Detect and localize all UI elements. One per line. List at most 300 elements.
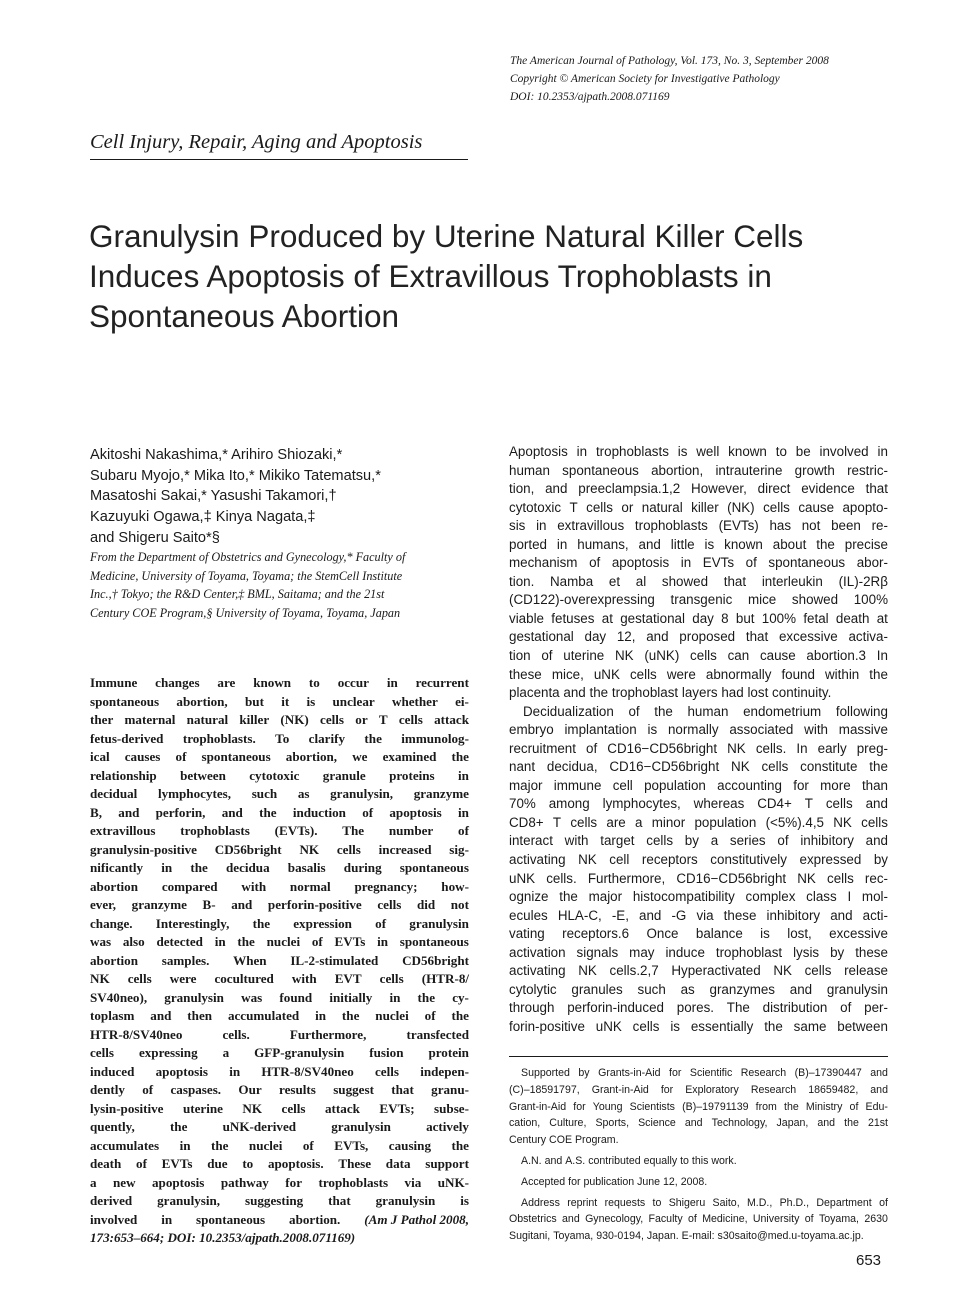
word: Faculty [648, 1213, 683, 1226]
word: and [563, 685, 586, 701]
word: reprint [567, 1196, 598, 1209]
body-line [509, 573, 888, 592]
word: is [677, 444, 688, 459]
word: excessive [829, 926, 888, 942]
word: of [458, 823, 469, 838]
word: and [118, 804, 140, 820]
word: nuclei [266, 934, 301, 949]
word: is [704, 536, 715, 552]
author-line: Akitoshi Nakashima,* Arihiro Shiozaki,* [90, 447, 343, 463]
article-title [89, 216, 909, 336]
word: Once [646, 926, 679, 942]
word: activation [509, 944, 566, 960]
word: the [259, 804, 277, 820]
word: trophoblast [715, 944, 783, 960]
word: granulysin-positive [90, 841, 197, 857]
word: uterine [182, 1100, 223, 1116]
word: with [291, 971, 317, 986]
word: suggesting [244, 1193, 304, 1208]
word: Obstetrics [509, 1213, 557, 1226]
word: cells [398, 712, 423, 727]
abstract-line [90, 1044, 469, 1063]
word: lysin-positive [90, 1100, 164, 1116]
word: or [621, 499, 634, 515]
word: humans, [577, 536, 629, 552]
word: abortion, [651, 462, 704, 478]
word: at [876, 610, 888, 626]
word: to [308, 675, 320, 690]
word: Edu- [865, 1100, 888, 1113]
word: Grant-in-Aid [509, 1100, 567, 1113]
word: gestational [620, 610, 685, 626]
word: s30saito@med.u-toyama.ac.jp. [717, 1230, 864, 1243]
word: constitutively [710, 852, 787, 868]
word: layers [681, 685, 718, 701]
word: histocompatibility [632, 889, 735, 905]
journal-citation: The American Journal of Pathology, Vol. 173, No. 3, September 2008 [510, 55, 829, 67]
word: to [652, 1196, 662, 1209]
word: samples. [161, 952, 210, 968]
word: EVTs [161, 1156, 193, 1171]
word: uNK [593, 666, 620, 682]
word: uNK- [437, 1174, 469, 1190]
word: CD56bright [214, 841, 282, 857]
word: in [389, 989, 401, 1005]
word: death [835, 610, 870, 626]
abstract-line [90, 693, 469, 712]
word: cells [281, 1100, 306, 1116]
word: EVT [334, 971, 362, 986]
word: and [789, 981, 813, 997]
word: Culture, [549, 1117, 587, 1130]
word: to [680, 1154, 689, 1167]
word: we [352, 749, 368, 764]
word: spontaneous [562, 462, 639, 478]
word: attack [434, 712, 469, 727]
word: lost [747, 685, 769, 701]
word: the [654, 703, 673, 719]
word: data [385, 1156, 411, 1171]
word: that [391, 1082, 414, 1097]
word: nant [509, 759, 536, 775]
body-line [509, 832, 888, 851]
word: between [180, 767, 226, 783]
word: granulysin [164, 989, 224, 1005]
word: HTR-8/SV40neo [261, 1063, 354, 1079]
word: spontaneous [399, 860, 469, 875]
word: immunolog- [401, 730, 469, 746]
word: Scientific [689, 1067, 733, 1079]
word: indepen- [420, 1063, 469, 1079]
word: than [861, 777, 888, 793]
word: but [735, 610, 755, 626]
word: of [879, 1196, 888, 1209]
word: day [692, 610, 714, 626]
footnote-line [509, 1228, 888, 1245]
word: constitute [800, 759, 858, 775]
word: and [562, 1213, 580, 1226]
word: nificantly [90, 860, 144, 875]
word: major [509, 777, 543, 793]
word: target [600, 833, 635, 849]
word: abortion [90, 878, 139, 894]
footnote-line [509, 1115, 888, 1132]
word: cause [798, 499, 835, 515]
word: (C)–18591797, [509, 1083, 580, 1096]
word: the [816, 536, 835, 552]
word: endometrium [743, 703, 822, 719]
word: granu- [431, 1082, 469, 1097]
word: perforin-induced [567, 1000, 664, 1016]
word: cause [759, 648, 796, 664]
word: and [231, 897, 253, 912]
body-line [509, 999, 888, 1018]
word: class [806, 889, 837, 905]
word: and [150, 1008, 172, 1023]
word: via [404, 1174, 422, 1190]
word: fetus-derived [90, 730, 164, 746]
word: by [830, 944, 845, 960]
word: 12, [616, 629, 636, 645]
word: granulysin [826, 981, 888, 997]
word: induce [665, 944, 705, 960]
word: due [207, 1156, 228, 1171]
word: cy- [452, 989, 469, 1005]
word: that [723, 573, 747, 589]
word: nuclei [248, 1137, 283, 1153]
word: re- [871, 518, 888, 534]
word: preeclampsia.1,2 [578, 481, 681, 497]
word: Century [509, 1134, 547, 1147]
word: that [865, 481, 888, 497]
word: granulysin [375, 1193, 436, 1208]
word: growth [794, 462, 835, 478]
word: showed [661, 573, 709, 589]
word: transfected [406, 1026, 469, 1042]
word: spontaneous [399, 934, 469, 949]
word: in [161, 860, 173, 875]
word: cells. [755, 740, 787, 756]
author-line: Masatoshi Sakai,* Yasushi Takamori,† [90, 488, 337, 505]
word: can [727, 648, 750, 664]
word: (uNK) [644, 648, 680, 664]
section-label: Cell Injury, Repair, Aging and Apoptosis [90, 131, 423, 153]
word: occur [337, 675, 369, 690]
word: abortion [90, 952, 139, 968]
affiliation-line: Inc.,† Tokyo; the R&D Center,‡ BML, Saitama; and the 21st [90, 587, 385, 602]
word: mechanism [509, 555, 578, 571]
word: requests [604, 1196, 646, 1209]
word: toplasm [90, 1008, 135, 1023]
word: known [253, 675, 292, 690]
footnote-line [509, 1211, 888, 1228]
word: was [90, 934, 112, 949]
word: abnormally [705, 666, 772, 682]
word: cells [632, 1018, 660, 1034]
word: the [844, 1117, 859, 1130]
word: also [122, 934, 145, 949]
body-line [509, 554, 888, 573]
word: uNK [595, 1018, 622, 1034]
word: Department [816, 1196, 872, 1209]
word: a [635, 814, 643, 830]
word: granules [571, 981, 623, 997]
word: (B)–19791139 [682, 1100, 749, 1113]
abstract-line [90, 859, 469, 878]
word: uterine [563, 648, 605, 664]
abstract-line [90, 1063, 469, 1082]
word: is [460, 1193, 469, 1208]
word: (EVTs). [274, 823, 318, 838]
word: work. [711, 1154, 737, 1167]
word: When [233, 952, 267, 968]
word: involved [90, 1211, 138, 1227]
word: the [364, 730, 382, 746]
word: of [136, 1156, 147, 1171]
body-line [509, 462, 888, 481]
word: NK [614, 648, 634, 664]
word: natural [186, 712, 229, 727]
word: 70% [509, 796, 536, 812]
word: did [416, 897, 436, 912]
word: death [90, 1156, 122, 1171]
word: tion [509, 648, 531, 664]
word: involved [819, 444, 869, 459]
word: and [817, 1117, 836, 1130]
word: granulysin [409, 915, 469, 931]
word: NK [242, 1100, 263, 1116]
word: receptors.6 [562, 926, 630, 942]
word: massive [838, 722, 888, 738]
body-line [509, 962, 888, 981]
body-line [509, 517, 888, 536]
word: were [169, 971, 197, 986]
word: unclear [332, 693, 375, 709]
word: the [237, 934, 255, 949]
word: A.N. [521, 1154, 542, 1167]
word: minor [651, 814, 686, 830]
word: EVTs, [334, 1137, 369, 1153]
body-line [509, 666, 888, 685]
word: 21st [867, 1117, 888, 1130]
word: by [873, 852, 888, 868]
word: cytolytic [509, 981, 557, 997]
word: A.S. [565, 1154, 586, 1167]
footnote-line [509, 1132, 888, 1149]
word: (CD122)-overexpressing [509, 592, 655, 608]
abstract-line [90, 1155, 469, 1174]
word: Ph.D., [779, 1196, 810, 1209]
word: maternal [124, 712, 176, 727]
word: between [837, 1018, 888, 1034]
word: the [869, 666, 888, 682]
word: tion. [509, 573, 535, 589]
word: Young [592, 1100, 623, 1113]
word: pathway [220, 1174, 269, 1190]
word: by [684, 833, 699, 849]
word: of [362, 804, 374, 820]
word: of [311, 934, 323, 949]
word: normally [667, 722, 719, 738]
word: ical [90, 749, 110, 764]
word: this [691, 1154, 709, 1167]
abstract-line [90, 1026, 469, 1045]
word: CD8+ [509, 814, 544, 830]
word: -G [671, 907, 687, 923]
word: spontaneous [768, 555, 846, 571]
word: Sugitani, [509, 1230, 551, 1243]
word: proteins [389, 767, 435, 783]
word: T [378, 712, 388, 727]
word: CD56bright [402, 952, 469, 968]
word: EVTs [702, 555, 735, 571]
word: implantation [564, 722, 637, 738]
word: whether [391, 693, 438, 709]
word: ognize [509, 889, 549, 905]
word: NK [578, 852, 597, 868]
abstract-line [90, 952, 469, 971]
word: cells [690, 648, 717, 664]
word: contributed [588, 1154, 641, 1167]
word: and [865, 796, 888, 812]
word: However, [691, 481, 747, 497]
footnote-line [509, 1153, 888, 1170]
word: per- [864, 1000, 888, 1016]
word: series [729, 833, 766, 849]
word: NK [578, 963, 597, 979]
word: Furthermore, [587, 870, 666, 886]
word: fetal [803, 610, 829, 626]
word: lost, [787, 926, 812, 942]
word: 18659482, [808, 1083, 859, 1096]
abstract-line [90, 989, 469, 1008]
word: The [342, 823, 365, 838]
word: decidua, [546, 759, 598, 775]
word: detected [156, 934, 203, 949]
word: CD4+ [757, 796, 792, 812]
word: inhibitory [766, 907, 821, 923]
word: such [251, 786, 278, 801]
word: for [793, 777, 809, 793]
word: the [341, 1008, 360, 1023]
word: Research [740, 1067, 787, 1079]
abstract-line [90, 674, 469, 693]
word: lymphocytes, [157, 786, 232, 801]
word: trophoblasts [318, 1174, 389, 1190]
abstract-line [90, 1118, 469, 1137]
word: suggest [333, 1082, 374, 1097]
abstract-line [90, 711, 469, 730]
word: of [777, 833, 789, 849]
word: CD16−CD56bright [676, 870, 787, 886]
word: (<5%).4,5 [765, 814, 824, 830]
word: or [355, 712, 368, 727]
word: for [285, 1174, 303, 1190]
word: of [840, 1000, 852, 1016]
word: excessive [778, 629, 838, 645]
word: same [793, 1018, 827, 1034]
word: in [536, 518, 547, 534]
word: HLA-C, [557, 907, 602, 923]
word: cells [629, 666, 657, 682]
word: compared [161, 878, 218, 894]
word: found [279, 989, 313, 1005]
word: 100% [761, 610, 797, 626]
word: granulysin [331, 1119, 391, 1134]
abstract-line [90, 1192, 469, 1211]
word: cells. [222, 1026, 250, 1042]
word: clarify [308, 730, 346, 746]
page-number: 653 [856, 1252, 882, 1269]
footnote-line [509, 1195, 888, 1212]
word: mice, [551, 666, 584, 682]
word: evidence [801, 481, 855, 497]
abstract [90, 674, 469, 1248]
word: mol- [861, 889, 888, 905]
word: the [451, 1008, 469, 1023]
word: during [343, 860, 382, 875]
word: CD16−CD56bright [607, 740, 718, 756]
word: among [548, 796, 590, 812]
word: granzymes [709, 981, 776, 997]
word: Scientists [629, 1100, 675, 1113]
abstract-line [90, 933, 469, 952]
word: to [242, 1156, 254, 1171]
body-line [509, 647, 888, 666]
word: population [694, 814, 757, 830]
word: distribution [762, 1000, 828, 1016]
abstract-citation: 173:653–664; DOI: 10.2353/ajpath.2008.071169) [90, 1230, 356, 1245]
word: but [245, 693, 264, 709]
word: initially [329, 989, 373, 1005]
word: and [221, 804, 243, 820]
word: new [112, 1174, 136, 1190]
word: B- [202, 897, 216, 912]
word: and [865, 833, 888, 849]
word: the [252, 915, 271, 931]
word: IL-2-stimulated [290, 952, 379, 968]
word: of [804, 1213, 814, 1226]
word: T [804, 796, 813, 812]
word: well [696, 444, 720, 459]
word: decidual [90, 786, 138, 801]
word: mice [747, 592, 777, 608]
word: quently, [90, 1119, 135, 1134]
section-divider [90, 159, 468, 160]
word: derived [90, 1193, 133, 1208]
body-line [509, 944, 888, 963]
word: granzyme [131, 897, 187, 912]
word: COE [549, 1134, 573, 1147]
word: Namba [550, 573, 594, 589]
footnote-divider [509, 1056, 888, 1057]
word: caspases. [170, 1082, 222, 1097]
word: restric- [847, 462, 888, 478]
word: are [217, 675, 236, 690]
word: These [338, 1156, 372, 1171]
word: T [569, 499, 578, 515]
word: in [179, 1137, 191, 1153]
word: apoptosis [389, 804, 442, 820]
word: the [869, 759, 888, 775]
word: ever, [90, 897, 117, 912]
word: continuity. [772, 685, 832, 701]
word: is [306, 693, 316, 709]
word: causes [124, 749, 161, 764]
word: subse- [434, 1100, 469, 1116]
word: GFP-granulysin [254, 1045, 345, 1060]
abstract-line [90, 767, 469, 786]
